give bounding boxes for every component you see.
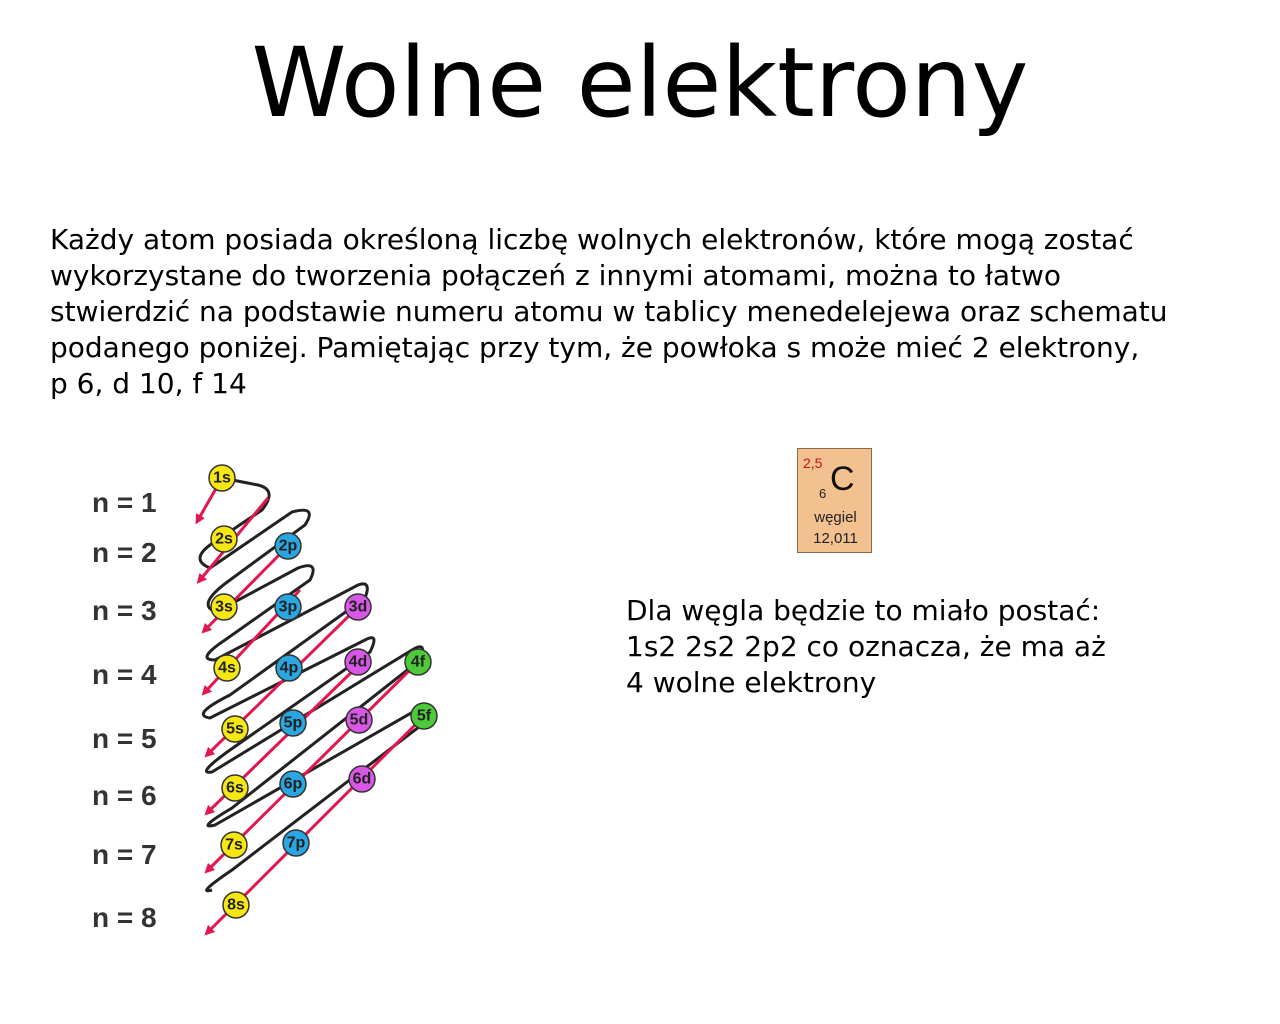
orbital-label: 4s bbox=[218, 659, 236, 677]
orbital-label: 6p bbox=[283, 775, 303, 793]
orbital-label: 6s bbox=[226, 779, 244, 797]
atomic-mass: 12,011 bbox=[813, 530, 858, 547]
shell-label: n = 4 bbox=[92, 659, 157, 690]
orbital-label: 7s bbox=[225, 836, 243, 854]
element-name: węgiel bbox=[814, 509, 857, 526]
orbital-7p bbox=[283, 830, 309, 856]
orbital-label: 4p bbox=[279, 659, 299, 677]
carbon-note-line: 1s2 2s2 2p2 co oznacza, że ma aż bbox=[626, 630, 1106, 663]
orbital-label: 1s bbox=[213, 469, 231, 487]
orbital-label: 5f bbox=[416, 707, 432, 725]
orbital-5f bbox=[411, 703, 437, 729]
shell-label: n = 8 bbox=[92, 902, 157, 933]
electronegativity: 2,5 bbox=[803, 455, 823, 471]
orbital-6s bbox=[222, 775, 248, 801]
orbital-4d bbox=[345, 649, 371, 675]
shell-label: n = 3 bbox=[92, 595, 157, 626]
aufbau-diagram bbox=[80, 455, 480, 945]
orbital-5p bbox=[280, 710, 306, 736]
shell-label: n = 1 bbox=[92, 487, 157, 518]
orbital-label: 4f bbox=[410, 653, 426, 671]
orbital-label: 3p bbox=[278, 598, 298, 616]
shell-label: n = 7 bbox=[92, 839, 157, 870]
orbital-4p bbox=[276, 655, 302, 681]
orbital-label: 2s bbox=[215, 530, 233, 548]
periodic-element-card bbox=[797, 448, 872, 553]
intro-line: stwierdzić na podstawie numeru atomu w tablicy menedelejewa oraz schematu bbox=[50, 295, 1168, 328]
orbital-5d bbox=[346, 707, 372, 733]
orbital-label: 3s bbox=[215, 598, 233, 616]
orbital-label: 5d bbox=[349, 711, 369, 729]
intro-paragraph bbox=[50, 222, 1260, 402]
orbital-label: 5p bbox=[283, 714, 303, 732]
carbon-note bbox=[626, 593, 1246, 701]
shell-label: n = 5 bbox=[92, 723, 157, 754]
orbital-2s bbox=[211, 526, 237, 552]
atomic-number: 6 bbox=[819, 486, 827, 501]
orbital-1s bbox=[209, 465, 235, 491]
shell-label: n = 6 bbox=[92, 780, 157, 811]
orbital-3s bbox=[211, 594, 237, 620]
orbital-label: 6d bbox=[352, 770, 372, 788]
carbon-note-line: 4 wolne elektrony bbox=[626, 666, 877, 699]
orbital-3p bbox=[275, 594, 301, 620]
orbital-label: 7p bbox=[286, 834, 306, 852]
shell-label: n = 2 bbox=[92, 537, 157, 568]
orbital-6d bbox=[349, 766, 375, 792]
carbon-note-line: Dla węgla będzie to miało postać: bbox=[626, 594, 1101, 627]
intro-line: Każdy atom posiada określoną liczbę wolnych elektronów, które mogą zostać bbox=[50, 223, 1134, 256]
intro-line: p 6, d 10, f 14 bbox=[50, 367, 247, 400]
orbital-7s bbox=[221, 832, 247, 858]
orbital-label: 3d bbox=[348, 598, 368, 616]
orbital-4f bbox=[405, 649, 431, 675]
intro-line: podanego poniżej. Pamiętając przy tym, że powłoka s może mieć 2 elektrony, bbox=[50, 331, 1140, 364]
orbital-label: 8s bbox=[227, 896, 245, 914]
orbital-label: 4d bbox=[348, 653, 368, 671]
orbital-label: 2p bbox=[278, 537, 298, 555]
page-title: Wolne elektrony bbox=[251, 27, 1029, 139]
orbital-8s bbox=[223, 892, 249, 918]
orbital-6p bbox=[280, 771, 306, 797]
orbital-label: 5s bbox=[226, 720, 244, 738]
orbital-2p bbox=[275, 533, 301, 559]
intro-line: wykorzystane do tworzenia połączeń z innymi atomami, można to łatwo bbox=[50, 259, 1062, 292]
orbital-3d bbox=[345, 594, 371, 620]
orbital-4s bbox=[214, 655, 240, 681]
orbital-5s bbox=[222, 716, 248, 742]
element-symbol: C bbox=[830, 460, 855, 498]
